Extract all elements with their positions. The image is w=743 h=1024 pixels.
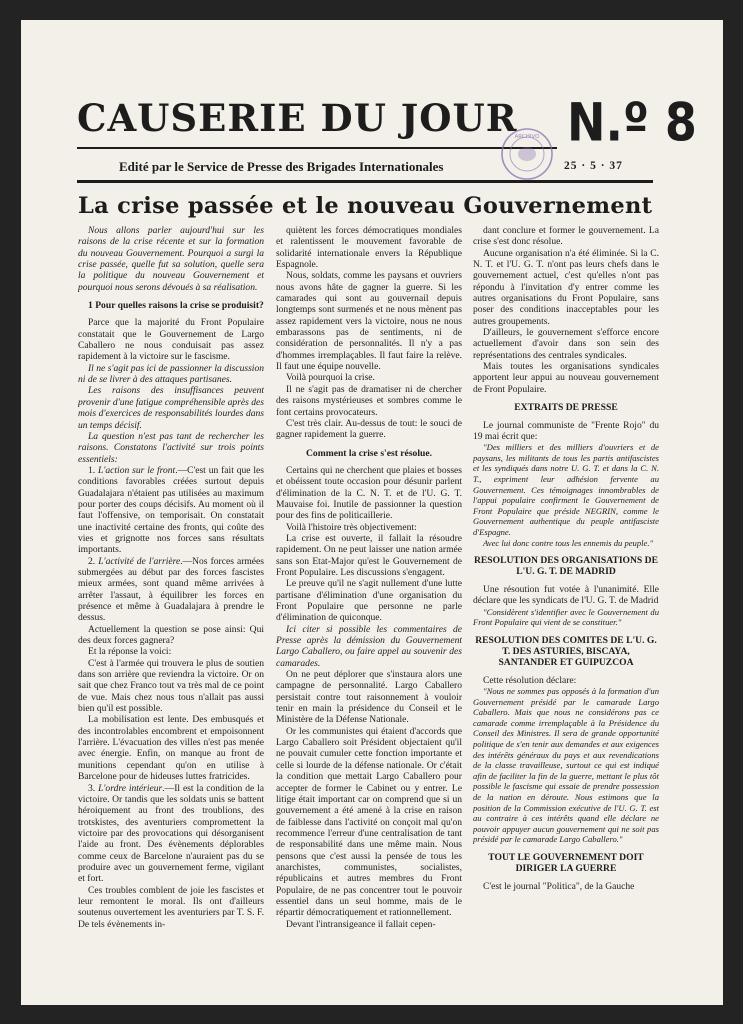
section-heading: Comment la crise s'est résolue. — [305, 447, 433, 459]
newspaper-page — [21, 20, 723, 1005]
paragraph: Certains qui ne cherchent que plaies et bosses et obéissent toute occasion pour désunir parlent d'élimination de la C. N. T. et de l'U. G. T. Mauvaise foi. Inutile de passionner la question pour des fins de politicaillerie. — [276, 464, 462, 522]
paragraph: Voilà pourquoi la crise. — [286, 372, 375, 384]
paragraph: La mobilisation est lente. Des embusqués et des incontrolables encombrent et empoisonnent l'arrière. L'évacuation des villes n'est pas menée avec énergie. Enfin, on manque au front de munitions cependant qu'on en utilise à Barcelone pour de hideuses luttes fratricides. — [78, 714, 264, 783]
issue-number: N.º 8 — [567, 91, 697, 154]
masthead-rule-bottom — [77, 180, 653, 183]
paragraph: Le journal communiste de "Frente Rojo" du 19 mai écrit que: — [473, 419, 659, 442]
paragraph: Devant l'intransigeance il fallait cepen- — [286, 918, 436, 930]
paragraph: Il ne s'agit pas de dramatiser ni de chercher des raisons mystérieuses et sombres comme le font certains provocateurs. — [276, 383, 462, 418]
paragraph: quiètent les forces démocratiques mondiales et ralentissent le mouvement favorable de solidarité internationale envers la République Espagnole. — [276, 225, 462, 271]
section-heading: EXTRAITS DE PRESSE — [514, 402, 618, 414]
section-heading: RESOLUTION DES COMITES DE L'U. G. T. DES ASTURIES, BISCAYA, SANTANDER ET GUIPUZCOA — [475, 634, 657, 669]
paragraph: Parce que la majorité du Front Populaire constatait que le Gouvernement de Largo Caballero ne nous conduisait pas assez rapidement à la victoire sur le fascisme. — [78, 317, 264, 363]
publisher-line: Edité par le Service de Presse des Brigades Internationales — [119, 159, 444, 174]
issue-date: 25 · 5 · 37 — [564, 160, 623, 172]
paragraph: D'ailleurs, le gouvernement s'efforce encore actuellement d'avoir dans son sein des représentations des centrales syndicales. — [473, 327, 659, 361]
article-column-3 — [473, 225, 659, 1001]
section-heading: TOUT LE GOUVERNEMENT DOIT DIRIGER LA GUERRE — [488, 851, 644, 875]
press-quote: "Nous ne sommes pas opposés à la formation d'un Gouvernement présidé par le camarade Largo Caballero. Mais que nous ne considérons pas ce camarade comme irremplaçable à la Présidence du Conseil des Ministres. Il sera de grande opportunité politique de s'en tenir aux demandes et aux exigences des intérêts généraux du pays et aux revendications de la classe travailleuse, surtout ce qui est indiqué afin de faciliter la fin de la guerre, mettant le plus tôt possible le fascisme qui essaie de prendre possession de la nation en déroute. Nous estimons que la position de la Commission exécutive de l'U. G. T. est au contraire à ces intérêts quand elle déclare ne pouvoir appuyer aucun gouvernement qui ne soit pas présidé par le camarade Largo Caballero." — [473, 686, 659, 845]
section-heading: 1 Pour quelles raisons la crise se produisit? — [88, 300, 264, 312]
paragraph: Ces troubles comblent de joie les fascistes et leur remontent le moral. Ils ont d'ailleurs soutenus ouvertement les aventuriers par T. S. F. De tels évènements in- — [78, 884, 264, 930]
paragraph: Aucune organisation n'a été éliminée. Si la C. N. T. et l'U. G. T. n'ont pas leurs chefs dans le gouvernement actuel, c'est qu'elles n'ont pas répondu à l'invitation d'y entrer comme les autres organisations du Front Populaire, sans poser des conditions inacceptables pour les autres groupements. — [473, 247, 659, 327]
press-quote: "Des milliers et des milliers d'ouvriers et de paysans, les militants de tous les partis antifascistes et les syndiqués dans notre U. G. T. et dans la C. N. T., expriment leur adhésion fervente au Gouvernement. Ces témoignages innombrables de l'appui populaire confirment le Gouvernement de Front Populaire que préside NEGRIN, comme le Gouvernement authentique du peuple antifasciste d'Espagne. — [473, 442, 659, 537]
paragraph: Les raisons des insuffisances peuvent provenir d'une fatigue compréhensible après des mois d'exercices de responsabilités lourdes dans un temps décisif. — [78, 385, 264, 431]
paragraph: C'est très clair. Au-dessus de tout: le souci de gagner rapidement la guerre. — [276, 417, 462, 441]
paragraph: La question n'est pas tant de rechercher les raisons. Constatons l'activité sur trois points essentiels: — [78, 430, 264, 465]
masthead-rule-top — [77, 147, 557, 149]
paragraph: Or les communistes qui étaient d'accords que Largo Caballero soit Président objectaient qu'il ne pouvait cumuler cette fonction importante et celle si lourde de la défense nationale. Or c'était la condition que mettait Largo Caballero pour accepter de former le Cabinet ou y entrer. Le litige était important car on comprend que si un gouvernement a été amené à la crise en raison de faiblesse dans l'activité on conçoit mal qu'on recommence l'erreur d'une centralisation de tant de responsabilité dans une même main. Nous pensons que c'est aussi la pensée de tous les anarchistes, communistes, socialistes, républicains et autres membres du Front Populaire, de ne pas concentrer tout le pouvoir essentiel dans un seul homme, mais de le répartir démocratiquement et rationnellement. — [276, 725, 462, 919]
press-quote: "Considèrent s'identifier avec le Gouvernement du Front Populaire qui vient de se constituer." — [473, 606, 659, 628]
paragraph: Voilà l'histoire très objectivement: — [286, 521, 417, 533]
section-heading: RESOLUTION DES ORGANISATIONS DE L'U. G. T. DE MADRID — [473, 555, 658, 578]
paragraph: dant conclure et former le gouvernement. La crise s'est donc résolue. — [473, 225, 659, 248]
paragraph: La crise est ouverte, il fallait la résoudre rapidement. On ne peut laisser une nation armée sans son Etat-Major qu'est le Gouvernement de Front Populaire. Les discussions s'engagent. — [276, 532, 462, 578]
intro-paragraph: Nous allons parler aujourd'hui sur les raisons de la crise récente et sur la formation du nouveau Gouvernement. Pourquoi a surgi la crise passée, quelle fut sa solution, quelle sera la politique du nouveau Gouvernement et pourquoi nous serons dévoués à sa réalisation. — [78, 225, 264, 293]
paragraph: Le preuve qu'il ne s'agit nullement d'une lutte partisane d'élimination d'une organisation du Front Populaire que personne ne parle d'élimination de quiconque. — [276, 578, 462, 624]
article-column-1 — [78, 225, 264, 1001]
paragraph: Et la réponse la voici: — [88, 646, 172, 658]
paragraph: Il ne s'agit pas ici de passionner la discussion ni de se livrer à des attaques partisanes. — [78, 362, 264, 386]
paragraph: Actuellement la question se pose ainsi: Qui des deux forces gagnera? — [78, 623, 264, 647]
paragraph: C'est à l'armée qui trouvera le plus de soutien dans son arrière que reviendra la victoire. Or on sait que chez Franco tout va très mal de ce point de vue. Mais chez nous tous n'allait pas aussi bien qu'il est possible. — [78, 657, 264, 715]
paragraph: Mais toutes les organisations syndicales apportent leur appui au nouveau gouvernement de Front Populaire. — [473, 361, 659, 395]
paragraph: Nous, soldats, comme les paysans et ouvriers nous avons hâte de gagner la guerre. Si les camarades qui sont au gouvernail depuis longtemps sont surmenés et ne nous mènent pas assez rapidement vers la victoire, nous ne nous embarassons pas de sentiments, ni de considération de personnalités. Il n'y a pas d'hommes irremplaçables. Il faut faire la relève. Il faut une équipe nouvelle. — [276, 270, 462, 373]
archive-stamp — [499, 126, 555, 182]
headline: La crise passée et le nouveau Gouvernement — [78, 193, 653, 219]
press-quote: Avec lui donc contre tous les ennemis du peuple." — [483, 537, 654, 548]
paragraph: Ici citer si possible les commentaires de Presse après la démission du Gouvernement Largo Caballero, ou faire appel au souvenir des camarades. — [276, 623, 462, 669]
paragraph: Une résoution fut votée à l'unanimité. Elle déclare que les syndicats de l'U. G. T. de Madrid — [473, 583, 659, 607]
paragraph: 3. L'ordre intérieur.—Il est la condition de la victoire. Or tandis que les soldats unis se battent héroiquement au front des troublions, des trotskistes, des aventuriers compromettent la victoire par des provocations qui désorganisent l'aide au front. Des évènements déplorables comme ceux de Barcelone n'auraient pas du se produire avec un gouvernement ferme, vigilant et fort. — [78, 782, 264, 885]
paragraph: 2. L'activité de l'arrière.—Nos forces armées submergées au début par des forces fascistes mieux armées, sont quand même arrivées à arrêter l'assaut, à équilibrer les forces en présence et même à Guadalajara à prendre le dessus. — [78, 555, 264, 624]
stamp-text: ARCHIVO — [514, 134, 540, 140]
masthead-title: CAUSERIE DU JOUR — [77, 96, 518, 140]
article-column-2 — [276, 225, 462, 1001]
paragraph: C'est le journal "Politica", de la Gauche — [483, 880, 635, 892]
paragraph: On ne peut déplorer que s'instaura alors une campagne de personnalité. Largo Caballero persistait contre tout raisonnement à vouloir tenir en main la présidence du Conseil et le Ministère de la Défense Nationale. — [276, 669, 462, 726]
paragraph: 1. L'action sur le front.—C'est un fait que les conditions favorables créées surtout depuis Guadalajara n'étaient pas utilisées au maximum pour porter des coups décisifs. Au moment où il faut l'offensive, on temporisait. On constatait une inactivité certaine des fronts, qui coûte des vies et grignotte nos forces sans résultats importants. — [78, 464, 264, 556]
paragraph: Cette résolution déclare: — [483, 674, 577, 686]
